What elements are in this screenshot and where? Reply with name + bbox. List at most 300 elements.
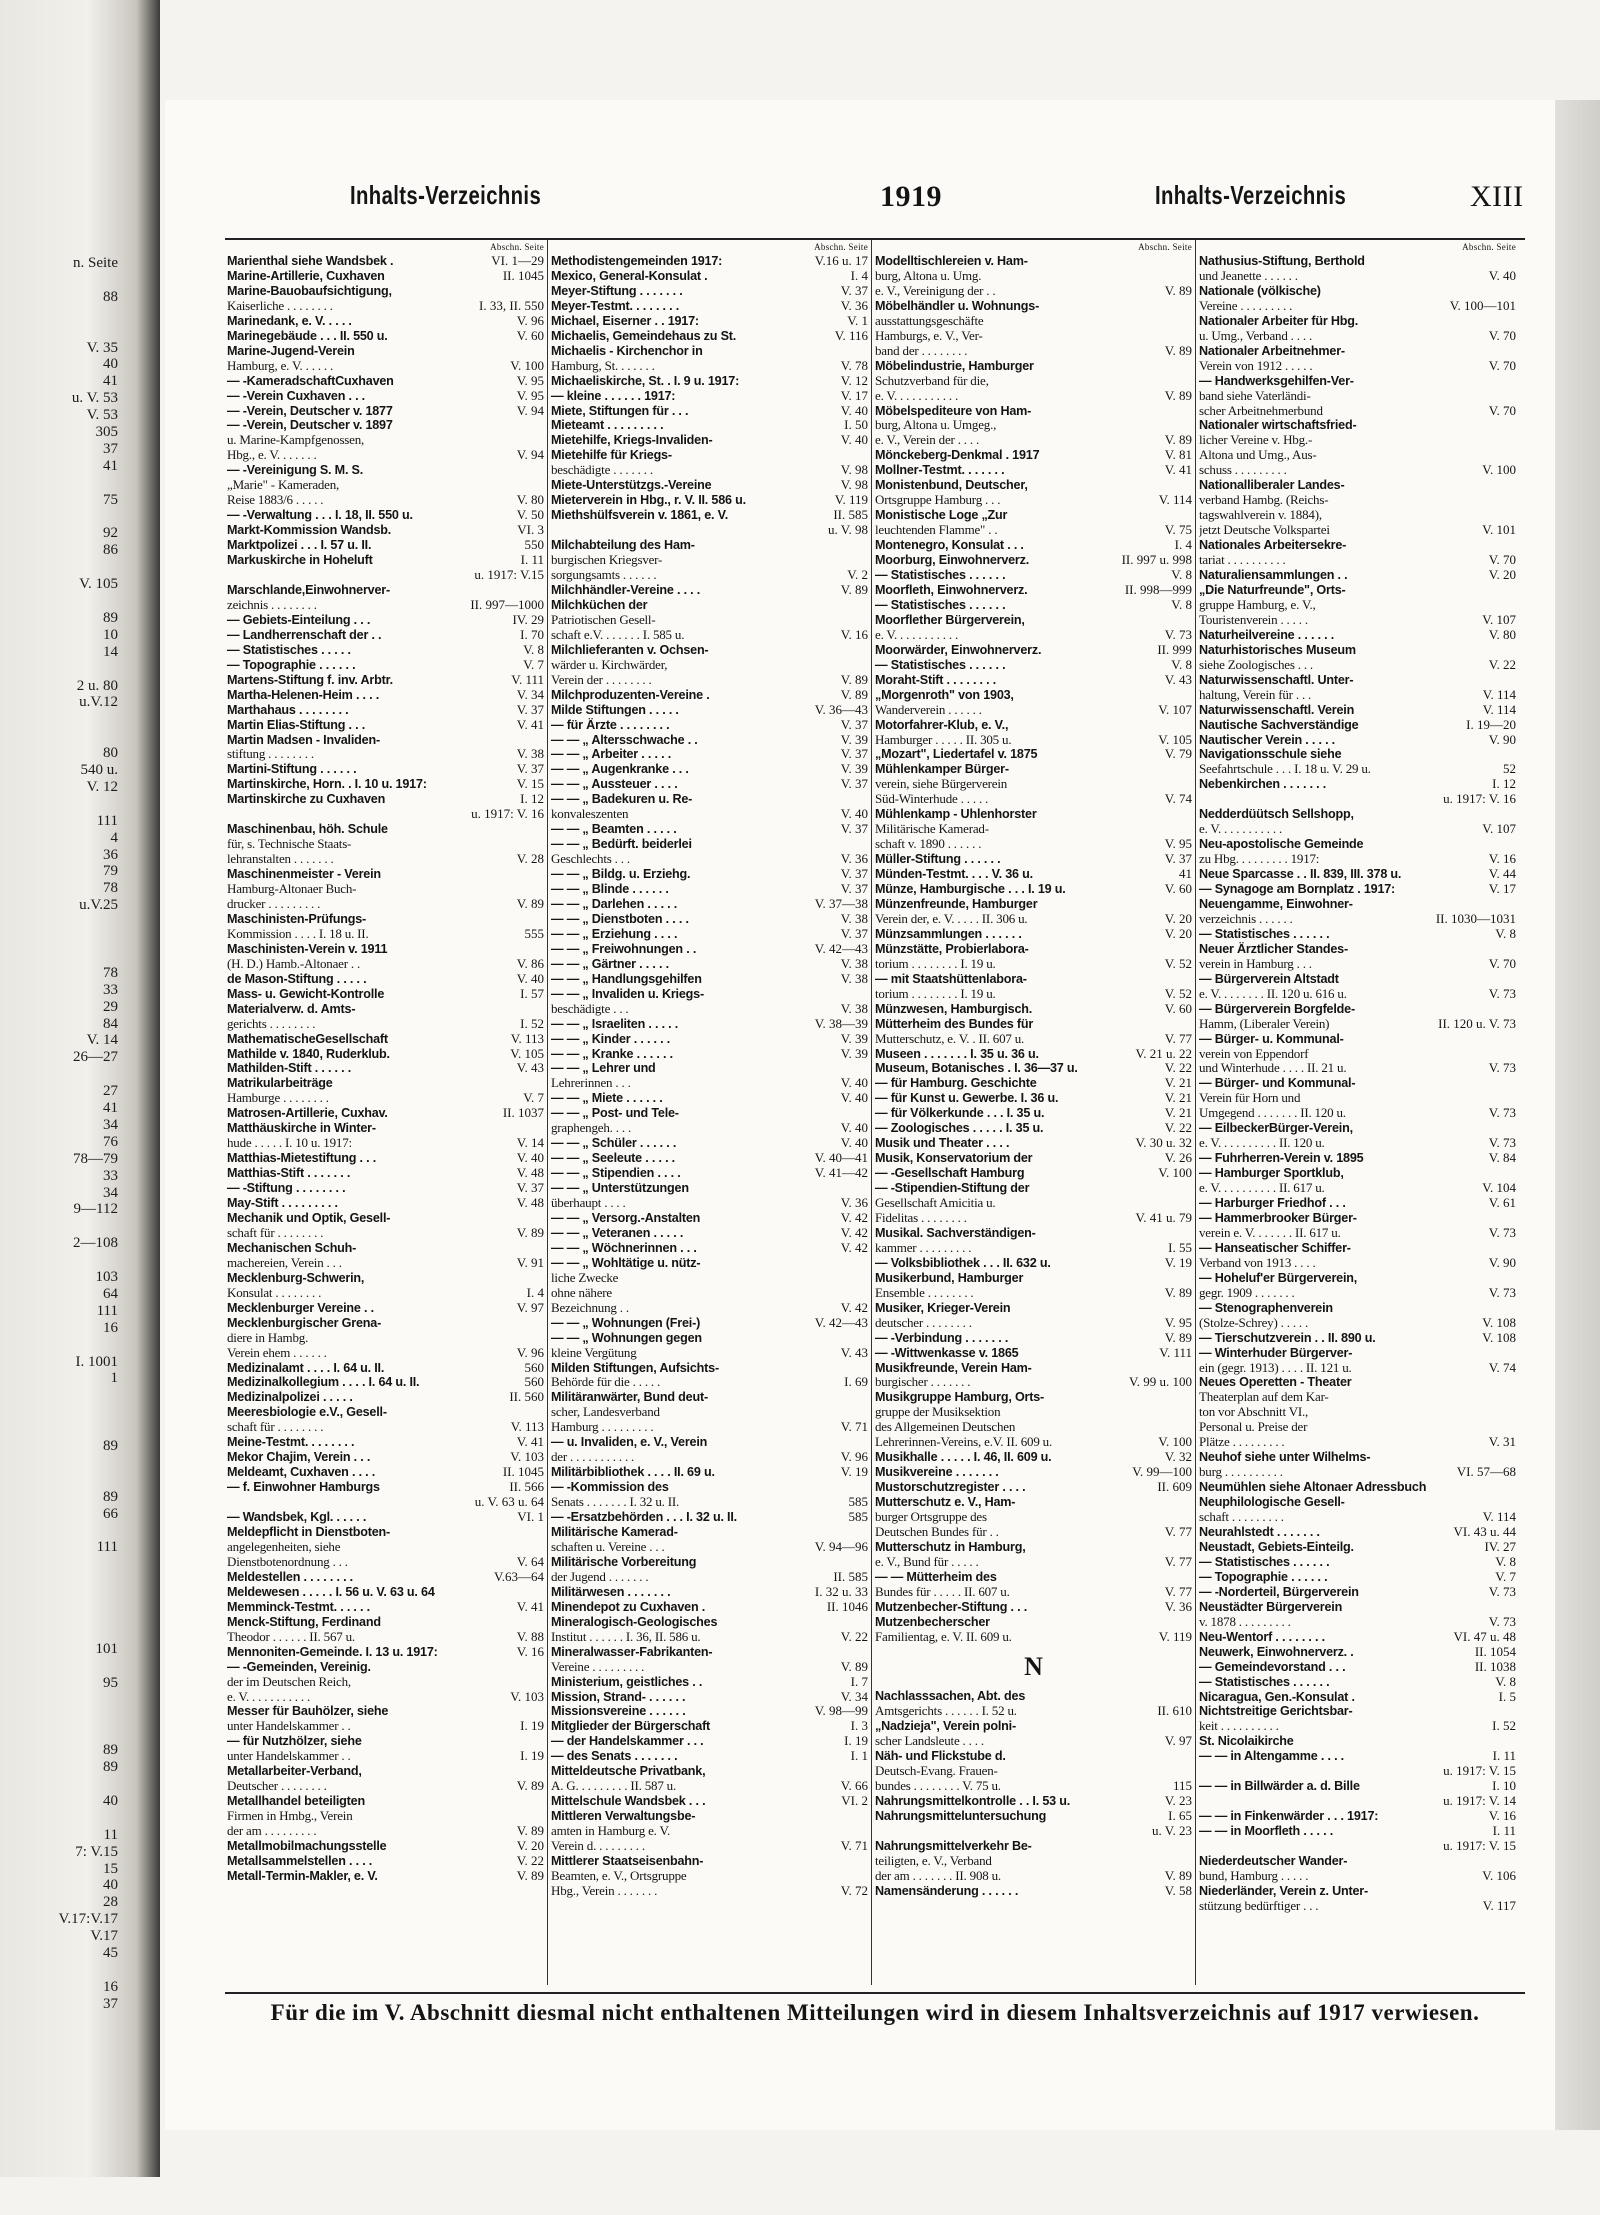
index-entry <box>225 583 546 598</box>
entry-reference: u. 1917: V.15 <box>474 567 544 583</box>
entry-reference: V. 41 u. 79 <box>1135 1210 1192 1225</box>
fragment-line: u.V.12 <box>79 694 118 711</box>
entry-term: Verein d. . . . . . . . . <box>551 1839 645 1854</box>
index-entry <box>549 1286 870 1301</box>
fragment-line: 11 <box>103 1826 118 1843</box>
index-entry <box>873 568 1194 583</box>
entry-term: Matthias-Mietestiftung . . . <box>227 1151 377 1166</box>
entry-term: Münze, Hamburgische . . . I. 19 u. <box>875 882 1066 897</box>
index-entry <box>1197 927 1518 942</box>
index-entry <box>549 1151 870 1166</box>
index-entry <box>225 1346 546 1361</box>
entry-reference: V. 23 <box>1164 1793 1192 1809</box>
entry-reference: V. 21 <box>1164 1075 1192 1091</box>
entry-reference: V. 70 <box>1488 955 1516 971</box>
entry-reference: I. 12 <box>1492 776 1516 792</box>
entry-reference: V. 89 <box>1164 1867 1192 1883</box>
index-entry <box>225 1271 546 1286</box>
entry-term: Nicaragua, Gen.-Konsulat . <box>1199 1689 1355 1704</box>
page-number: XIII <box>1470 180 1524 213</box>
entry-reference: V. 100 <box>1158 1165 1192 1181</box>
index-entry <box>549 344 870 359</box>
entry-term: Hamburgs, e. V., Ver- <box>875 328 983 343</box>
index-entry <box>873 583 1194 598</box>
entry-term: e. V. . . . . . . . . . . <box>875 388 958 403</box>
index-entry <box>873 1600 1194 1615</box>
index-entry <box>1197 1435 1518 1450</box>
index-entry <box>549 1540 870 1555</box>
index-entry <box>225 254 546 269</box>
entry-reference: 550 <box>524 537 544 553</box>
index-entry <box>549 613 870 628</box>
fragment-line: 34 <box>103 1116 118 1133</box>
index-entry <box>549 598 870 613</box>
entry-term: Mathilden-Stift . . . . . . <box>227 1061 352 1076</box>
index-entry <box>873 1884 1194 1899</box>
index-entry <box>873 972 1194 987</box>
index-entry <box>549 1615 870 1630</box>
entry-term: verzeichnis . . . . . . <box>1199 911 1293 926</box>
index-entry <box>1197 762 1518 777</box>
entry-term: — — „ Seeleute . . . . . <box>551 1151 675 1166</box>
entry-term: Milden Stiftungen, Aufsichts- <box>551 1360 719 1375</box>
entry-term: Münzwesen, Hamburgisch. <box>875 1001 1033 1016</box>
entry-term: Neuwerk, Einwohnerverz. . <box>1199 1644 1354 1659</box>
entry-reference: V. 34 <box>840 1688 868 1704</box>
entry-reference: V. 114 <box>1482 686 1516 702</box>
fragment-line: 76 <box>103 1133 118 1150</box>
index-entry <box>1197 658 1518 673</box>
index-entry <box>1197 1630 1518 1645</box>
entry-reference: I. 12 <box>520 791 544 807</box>
entry-term: St. Nicolaikirche <box>1199 1734 1294 1749</box>
entry-reference: V. 37 <box>1164 851 1192 867</box>
entry-reference: IV. 29 <box>512 611 544 627</box>
entry-reference: I. 57 <box>520 985 544 1001</box>
running-head <box>225 180 1525 220</box>
index-entry <box>1197 1764 1518 1779</box>
entry-reference: V. 60 <box>516 327 544 343</box>
entry-term: Musiker, Krieger-Verein <box>875 1300 1011 1315</box>
index-entry <box>873 1794 1194 1809</box>
index-entry <box>873 1002 1194 1017</box>
index-entry <box>225 1420 546 1435</box>
entry-term: Materialverw. d. Amts- <box>227 1001 356 1016</box>
fragment-line: 64 <box>103 1285 118 1302</box>
index-entry <box>873 927 1194 942</box>
entry-term: Methodistengemeinden 1917: <box>551 254 723 268</box>
entry-term: Institut . . . . . . I. 36, II. 586 u. <box>551 1629 701 1644</box>
entry-reference: V. 38 <box>516 746 544 762</box>
index-entry <box>225 1749 546 1764</box>
fragment-line: 40 <box>103 356 118 373</box>
entry-term: Musikfreunde, Verein Ham- <box>875 1360 1032 1375</box>
entry-reference: V. 72 <box>840 1882 868 1898</box>
index-entry <box>1197 269 1518 284</box>
entry-term: leuchtenden Flamme" . . <box>875 523 998 538</box>
entry-term: Nebenkirchen . . . . . . . <box>1199 777 1327 792</box>
entry-term: Schutzverband für die, <box>875 373 989 388</box>
entry-reference: V. 22 <box>1164 1060 1192 1076</box>
entry-reference: V. 73 <box>1488 1105 1516 1121</box>
entry-term: Mineralogisch-Geologisches <box>551 1614 718 1629</box>
index-entry <box>1197 1525 1518 1540</box>
index-entry <box>1197 1660 1518 1675</box>
entry-term: Marschlande,Einwohnerver- <box>227 582 390 597</box>
entry-reference: V. 100 <box>510 357 544 373</box>
entry-term: Marktpolizei . . . I. 57 u. II. <box>227 538 372 553</box>
index-entry <box>873 344 1194 359</box>
entry-reference: u. 1917: V. 16 <box>471 806 544 822</box>
index-entry <box>873 1136 1194 1151</box>
index-entry <box>225 1645 546 1660</box>
entry-term: Neustädter Bürgerverein <box>1199 1599 1343 1614</box>
entry-term: Ministerium, geistliches . . <box>551 1674 703 1689</box>
entry-term: — -Verein, Deutscher v. 1897 <box>227 418 393 433</box>
entry-term: — Topographie . . . . . . <box>227 657 356 672</box>
index-entry <box>225 1839 546 1854</box>
entry-term: e. V., Vereinigung der . . <box>875 283 996 298</box>
entry-reference: V. 95 <box>516 372 544 388</box>
entry-reference: VI. 43 u. 44 <box>1453 1524 1516 1540</box>
entry-term: Neustadt, Gebiets-Einteilg. <box>1199 1539 1354 1554</box>
index-entry <box>225 418 546 433</box>
index-entry <box>1197 1794 1518 1809</box>
index-entry <box>873 1316 1194 1331</box>
entry-term: Musik, Konservatorium der <box>875 1151 1033 1166</box>
fragment-line: 45 <box>103 1945 118 1961</box>
entry-term: der im Deutschen Reich, <box>227 1674 351 1689</box>
entry-term: — Statistisches . . . . . . <box>1199 1674 1330 1689</box>
entry-term: Musikerbund, Hamburger <box>875 1270 1024 1285</box>
entry-reference: V. 40 <box>516 1150 544 1166</box>
entry-term: — Statistisches . . . . . . <box>875 568 1006 583</box>
index-entry <box>873 1585 1194 1600</box>
index-entry <box>1197 1884 1518 1899</box>
entry-reference: V. 89 <box>1164 432 1192 448</box>
entry-term: Maschinisten-Verein v. 1911 <box>227 941 388 956</box>
entry-reference: V. 17 <box>840 387 868 403</box>
index-entry <box>549 359 870 374</box>
fragment-line: 89 <box>103 1742 118 1759</box>
index-entry <box>873 269 1194 284</box>
index-entry <box>225 1660 546 1675</box>
entry-term: — -Stiftung . . . . . . . . <box>227 1181 346 1196</box>
entry-reference: I. 52 <box>520 1015 544 1031</box>
index-entry <box>873 1719 1194 1734</box>
index-entry <box>1197 1256 1518 1271</box>
index-entry <box>225 1869 546 1884</box>
index-entry <box>873 747 1194 762</box>
entry-term: Martin Madsen - Invaliden- <box>227 732 380 747</box>
entry-term: burgischen Kriegsver- <box>551 553 663 568</box>
index-entry <box>873 867 1194 882</box>
index-entry <box>549 404 870 419</box>
index-entry <box>549 1405 870 1420</box>
index-entry <box>873 1809 1194 1824</box>
entry-reference: VI. 2 <box>841 1793 868 1809</box>
index-entry <box>873 553 1194 568</box>
index-entry <box>225 404 546 419</box>
entry-term: — — „ Handlungsgehilfen <box>551 971 702 986</box>
index-entry <box>1197 1600 1518 1615</box>
entry-term: burg, Altona u. Umg. <box>875 268 982 283</box>
entry-reference: V. 42—43 <box>814 1314 868 1330</box>
index-entry <box>1197 1645 1518 1660</box>
index-entry <box>1197 1091 1518 1106</box>
index-entry <box>225 673 546 688</box>
entry-term: — Zoologisches . . . . . I. 35 u. <box>875 1121 1044 1136</box>
entry-term: Neuhof siehe unter Wilhelms- <box>1199 1450 1371 1465</box>
entry-term: — — „ Wöchnerinnen . . . <box>551 1240 697 1255</box>
entry-term: Militärbibliothek . . . . II. 69 u. <box>551 1465 715 1480</box>
index-entry <box>225 284 546 299</box>
entry-term: Musikvereine . . . . . . . <box>875 1465 999 1480</box>
entry-term: band der . . . . . . . . <box>875 343 968 358</box>
entry-reference: V. 89 <box>840 581 868 597</box>
entry-term: bund, Hamburg . . . . . <box>1199 1868 1309 1883</box>
index-entry <box>549 927 870 942</box>
entry-term: Verein für Horn und <box>1199 1091 1301 1106</box>
index-entry <box>549 1435 870 1450</box>
entry-term: — für Hamburg. Geschichte <box>875 1076 1037 1091</box>
entry-reference: V. 96 <box>840 1449 868 1465</box>
index-entry <box>873 1076 1194 1091</box>
index-entry <box>225 1017 546 1032</box>
index-entry <box>873 314 1194 329</box>
index-entry <box>1197 1570 1518 1585</box>
index-entry <box>873 733 1194 748</box>
index-entry <box>549 1480 870 1495</box>
entry-term: Mitglieder der Bürgerschaft <box>551 1719 711 1734</box>
entry-term: — — in Altengamme . . . . <box>1199 1749 1344 1764</box>
index-entry <box>873 1331 1194 1346</box>
fragment-line: 95 <box>103 1674 118 1691</box>
entry-reference: V. 95 <box>1164 836 1192 852</box>
entry-term: Mechanischen Schuh- <box>227 1240 357 1255</box>
fragment-line: 36 <box>103 846 118 863</box>
index-entry <box>873 942 1194 957</box>
index-entry <box>1197 538 1518 553</box>
entry-term: Minendepot zu Cuxhaven . <box>551 1599 706 1614</box>
entry-reference: V. 73 <box>1488 985 1516 1001</box>
index-entry <box>225 777 546 792</box>
entry-reference: I. 32 u. 33 <box>814 1583 868 1599</box>
entry-term: — — „ Post- und Tele- <box>551 1106 679 1121</box>
index-entry <box>549 1854 870 1869</box>
index-entry <box>873 822 1194 837</box>
entry-term: Mutzenbecherscher <box>875 1614 990 1629</box>
fragment-line: n. Seite <box>73 255 118 271</box>
index-entry <box>225 747 546 762</box>
entry-reference: V. 73 <box>1164 626 1192 642</box>
index-entry <box>225 733 546 748</box>
index-entry <box>549 463 870 478</box>
fragment-line: 111 <box>96 812 118 829</box>
entry-term: torium . . . . . . . . I. 19 u. <box>875 986 996 1001</box>
entry-reference: V. 40 <box>840 432 868 448</box>
entry-term: — -Verein Cuxhaven . . . <box>227 388 365 403</box>
index-entry <box>549 852 870 867</box>
index-entry <box>1197 1061 1518 1076</box>
entry-reference: V. 81 <box>1164 447 1192 463</box>
entry-reference: VI. 3 <box>517 522 544 538</box>
entry-reference: V. 71 <box>840 1838 868 1854</box>
entry-term: Niederdeutscher Wander- <box>1199 1853 1348 1868</box>
entry-term: — Winterhuder Bürgerver- <box>1199 1345 1353 1360</box>
entry-reference: V. 38 <box>840 910 868 926</box>
entry-term: — — „ Stipendien . . . . <box>551 1166 681 1181</box>
entry-reference: 52 <box>1503 761 1516 777</box>
entry-term: Reise 1883/6 . . . . . <box>227 493 324 508</box>
entry-term: verein von Eppendorf <box>1199 1046 1309 1061</box>
index-entry <box>549 1390 870 1405</box>
fragment-line: 111 <box>96 1302 118 1319</box>
entry-reference: VI. 47 u. 48 <box>1453 1628 1516 1644</box>
entry-reference: I. 55 <box>1168 1239 1192 1255</box>
fragment-line: V. 105 <box>79 576 118 593</box>
entry-term: angelegenheiten, siehe <box>227 1539 341 1554</box>
index-entry <box>549 568 870 583</box>
entry-reference: V. 89 <box>516 1224 544 1240</box>
entry-term: Missionsvereine . . . . . . <box>551 1704 686 1719</box>
entry-term: — Bürger- u. Kommunal- <box>1199 1031 1344 1046</box>
index-entry <box>1197 598 1518 613</box>
entry-term: Mittlerer Staatseisenbahn- <box>551 1853 704 1868</box>
entry-term: Mass- u. Gewicht-Kontrolle <box>227 986 385 1001</box>
index-entry <box>549 1316 870 1331</box>
entry-reference: V. 43 <box>1164 671 1192 687</box>
entry-term: Behörde für die . . . . . <box>551 1375 661 1390</box>
index-entry <box>225 1675 546 1690</box>
index-entry <box>225 957 546 972</box>
entry-term: Neuer Ärztlicher Standes- <box>1199 941 1348 956</box>
fragment-line: V.17:V.17 <box>58 1911 118 1928</box>
entry-term: Neu-apostolische Gemeinde <box>1199 837 1364 852</box>
index-entry <box>225 1181 546 1196</box>
index-entry <box>1197 1555 1518 1570</box>
index-entry <box>549 703 870 718</box>
entry-reference: V. 117 <box>1482 1897 1516 1913</box>
entry-term: — — „ Gärtner . . . . . <box>551 956 669 971</box>
fragment-line: 103 <box>95 1269 118 1285</box>
index-entry <box>225 1719 546 1734</box>
entry-term: Metall-Termin-Makler, e. V. <box>227 1868 378 1883</box>
index-entry <box>225 1286 546 1301</box>
entry-term: May-Stift . . . . . . . . . <box>227 1196 338 1211</box>
index-entry <box>873 478 1194 493</box>
entry-reference: V. 89 <box>1164 1329 1192 1345</box>
entry-term: der am . . . . . . . . . <box>227 1824 317 1839</box>
column-rule <box>547 240 548 1985</box>
entry-term: Martinskirche, Horn. . I. 10 u. 1917: <box>227 777 427 792</box>
entry-term: Moraht-Stift . . . . . . . . <box>875 672 997 687</box>
index-entry <box>1197 344 1518 359</box>
entry-term: schaft für . . . . . . . . <box>227 1225 324 1240</box>
entry-reference: V. 41 <box>516 716 544 732</box>
entry-reference: II. 120 u. V. 73 <box>1438 1015 1516 1031</box>
entry-term: Meine-Testmt. . . . . . . . <box>227 1435 355 1450</box>
index-entry <box>873 1106 1194 1121</box>
index-entry <box>225 643 546 658</box>
entry-term: — — „ Wohltätige u. nütz- <box>551 1255 701 1270</box>
index-entry <box>1197 359 1518 374</box>
entry-term: bundes . . . . . . . . V. 75 u. <box>875 1779 1001 1794</box>
entry-reference: I. 4 <box>1174 537 1192 553</box>
entry-term: zeichnis . . . . . . . . <box>227 597 317 612</box>
entry-term: Deutsch-Evang. Frauen- <box>875 1764 998 1779</box>
entry-term: Nahrungsmitteluntersuchung <box>875 1809 1047 1824</box>
entry-reference: V. 119 <box>834 492 868 508</box>
entry-term: Museum, Botanisches . I. 36—37 u. <box>875 1061 1078 1076</box>
entry-term: gruppe der Musiksektion <box>875 1405 1001 1420</box>
index-entry <box>225 942 546 957</box>
entry-term: verein, siehe Bürgerverein <box>875 777 1008 792</box>
entry-term: — Volksbibliothek . . . II. 632 u. <box>875 1255 1051 1270</box>
entry-reference: V. 37 <box>516 701 544 717</box>
entry-term: scher Arbeitnehmerbund <box>1199 403 1323 418</box>
entry-term: Milde Stiftungen . . . . . <box>551 702 679 717</box>
index-entry <box>1197 553 1518 568</box>
entry-term: Konsulat . . . . . . . . <box>227 1285 322 1300</box>
entry-term: Wanderverein . . . . . . <box>875 702 982 717</box>
index-entry <box>873 1749 1194 1764</box>
fragment-line: 33 <box>103 1167 118 1184</box>
index-entry <box>1197 1211 1518 1226</box>
index-entry <box>549 1106 870 1121</box>
entry-term: Militäranwärter, Bund deut- <box>551 1390 708 1405</box>
index-entry <box>1197 822 1518 837</box>
index-entry <box>225 1091 546 1106</box>
entry-term: schuss . . . . . . . . . <box>1199 463 1287 478</box>
index-entry <box>549 1061 870 1076</box>
entry-reference: V. 80 <box>516 492 544 508</box>
index-columns <box>225 240 1521 1985</box>
entry-reference: V. 28 <box>516 851 544 867</box>
entry-term: Lehrerinnen-Vereins, e.V. II. 609 u. <box>875 1435 1053 1450</box>
entry-term: Messer für Bauhölzer, siehe <box>227 1704 389 1719</box>
entry-term: Modelltischlereien v. Ham- <box>875 254 1028 268</box>
index-entry <box>225 463 546 478</box>
entry-term: Amtsgerichts . . . . . . I. 52 u. <box>875 1704 1017 1719</box>
entry-reference: II. 998—999 <box>1124 581 1192 597</box>
index-entry <box>549 523 870 538</box>
column-header: Abschn. Seite <box>1462 242 1516 252</box>
entry-term: Metallhandel beteiligten <box>227 1794 365 1809</box>
index-entry <box>1197 882 1518 897</box>
index-entry <box>549 1017 870 1032</box>
index-entry <box>225 1764 546 1779</box>
index-entry <box>549 1525 870 1540</box>
entry-term: „Morgenroth" von 1903, <box>875 687 1014 702</box>
entry-reference: V. 37 <box>840 925 868 941</box>
entry-term: — -Gesellschaft Hamburg <box>875 1166 1025 1181</box>
index-entry <box>1197 1899 1518 1914</box>
entry-reference: I. 11 <box>1492 1823 1516 1839</box>
entry-term: Militärische Kamerad- <box>875 822 989 837</box>
entry-term: schaft e.V. . . . . . . I. 585 u. <box>551 627 685 642</box>
entry-term: Musik und Theater . . . . <box>875 1136 1010 1151</box>
entry-term: kleine Vergütung <box>551 1345 637 1360</box>
fragment-line: 89 <box>103 1438 118 1454</box>
entry-reference: V. 12 <box>840 372 868 388</box>
entry-reference: 41 <box>1179 866 1192 882</box>
entry-reference: V. 16 <box>516 1643 544 1659</box>
entry-term: band siehe Vaterländi- <box>1199 388 1311 403</box>
fragment-line: 78 <box>103 880 118 897</box>
entry-reference: V. 37 <box>516 1180 544 1196</box>
entry-term: Verein der . . . . . . . . <box>551 672 652 687</box>
